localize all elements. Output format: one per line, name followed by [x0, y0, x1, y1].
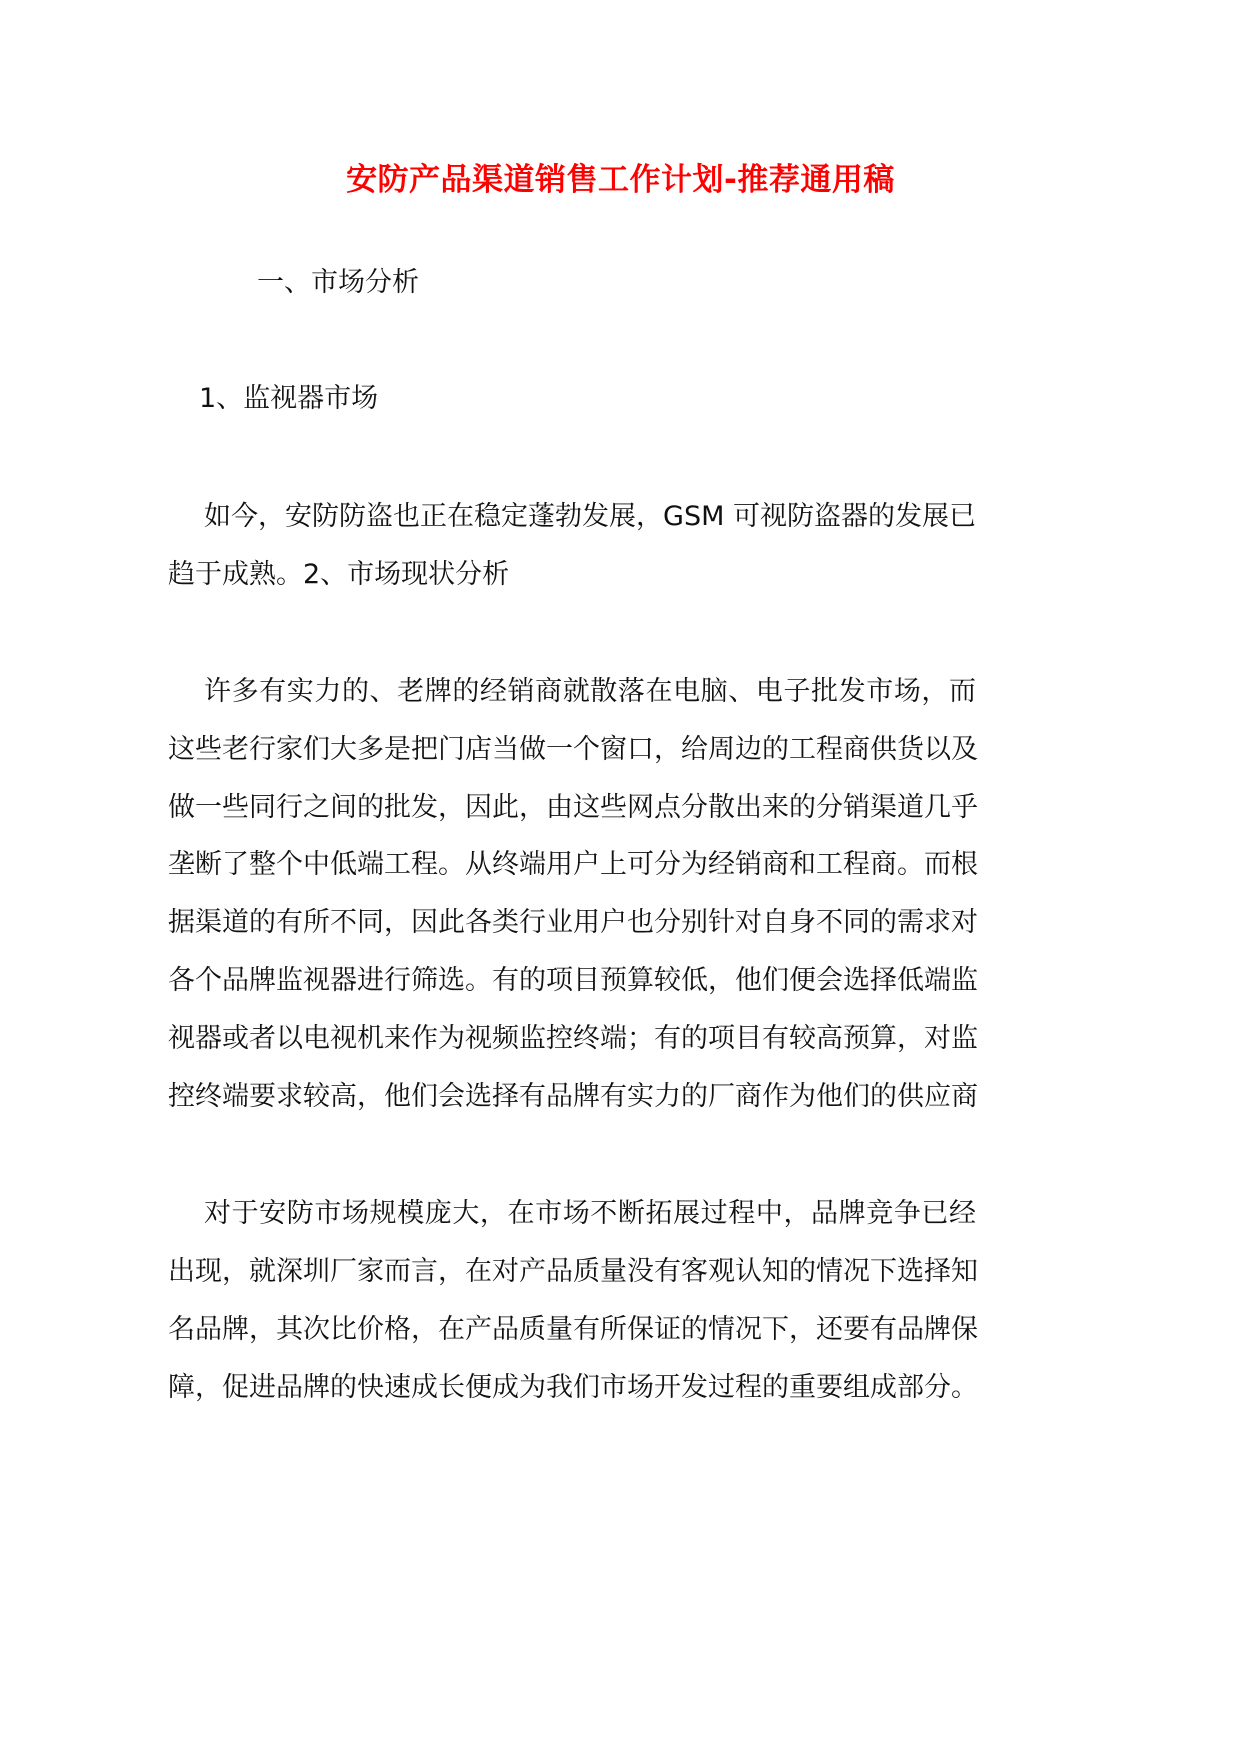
subsection-heading-monitor-market: 1、监视器市场: [199, 383, 379, 414]
paragraph-line: 名品牌，其次比价格，在产品质量有所保证的情况下，还要有品牌保: [168, 1314, 978, 1345]
paragraph-line: 许多有实力的、老牌的经销商就散落在电脑、电子批发市场，而: [204, 676, 976, 707]
paragraph-line: 控终端要求较高，他们会选择有品牌有实力的厂商作为他们的供应商: [168, 1081, 978, 1112]
paragraph-line: 视器或者以电视机来作为视频监控终端；有的项目有较高预算，对监: [168, 1023, 978, 1054]
paragraph-line: 出现，就深圳厂家而言，在对产品质量没有客观认知的情况下选择知: [168, 1256, 978, 1287]
paragraph-line: 这些老行家们大多是把门店当做一个窗口，给周边的工程商供货以及: [168, 734, 978, 765]
document-title: 安防产品渠道销售工作计划-推荐通用稿: [346, 162, 895, 198]
paragraph-line: 垄断了整个中低端工程。从终端用户上可分为经销商和工程商。而根: [168, 849, 978, 880]
paragraph-line: 对于安防市场规模庞大，在市场不断拓展过程中，品牌竞争已经: [204, 1198, 976, 1229]
paragraph-line: 障，促进品牌的快速成长便成为我们市场开发过程的重要组成部分。: [168, 1372, 978, 1403]
paragraph-line: 据渠道的有所不同，因此各类行业用户也分别针对自身不同的需求对: [168, 907, 978, 938]
paragraph-line: 如今，安防防盗也正在稳定蓬勃发展，GSM 可视防盗器的发展已: [204, 501, 976, 532]
paragraph-line: 各个品牌监视器进行筛选。有的项目预算较低，他们便会选择低端监: [168, 965, 978, 996]
section-heading-market-analysis: 一、市场分析: [257, 267, 419, 298]
paragraph-line: 趋于成熟。2、市场现状分析: [168, 559, 510, 590]
paragraph-line: 做一些同行之间的批发，因此，由这些网点分散出来的分销渠道几乎: [168, 792, 978, 823]
